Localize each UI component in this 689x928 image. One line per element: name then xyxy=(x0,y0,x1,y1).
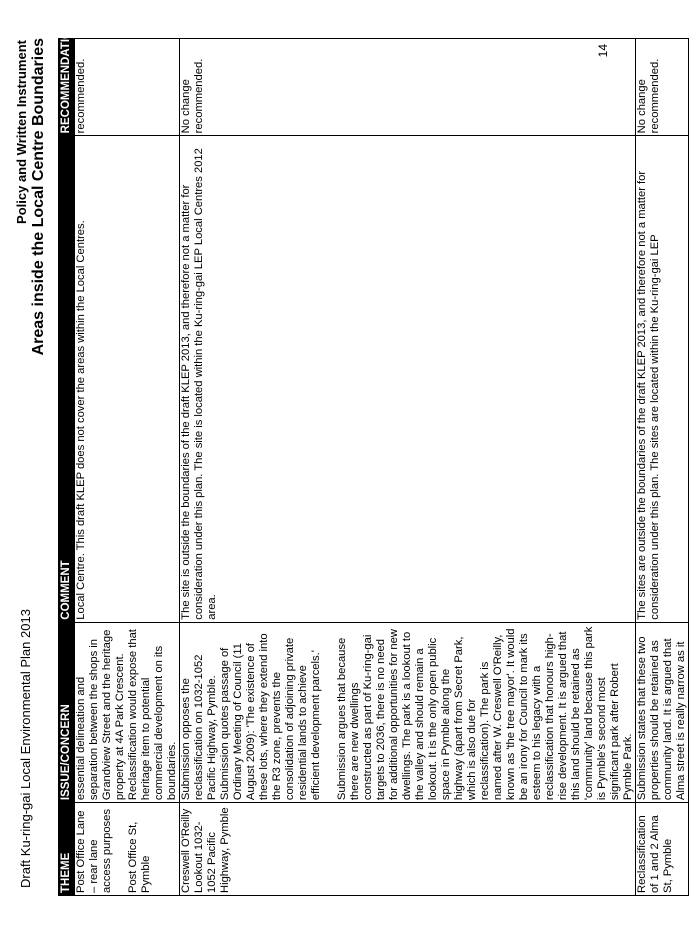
table-row xyxy=(180,39,636,896)
issue-cell xyxy=(75,622,180,802)
table-row xyxy=(636,39,689,896)
recommendation-cell xyxy=(636,39,689,136)
theme-cell xyxy=(636,803,689,896)
page-number: 14 xyxy=(596,44,610,58)
table-row xyxy=(75,39,180,896)
recommendation-text: No change recommended. xyxy=(180,58,205,134)
document-title: Draft Ku-ring-gai Local Environmental Plan 2013 xyxy=(18,609,33,888)
theme-text: Post Office St, Pymble xyxy=(127,821,152,893)
submissions-table xyxy=(58,21,689,896)
recommendation-cell xyxy=(180,39,636,136)
comment-text: The site is outside the boundaries of the draft KLEP 2013, and therefore not a matter for consideration under this plan. The site is located within the Ku-ring-gai LEP Local Centres 2012 area. xyxy=(180,148,218,620)
recommendation-cell xyxy=(75,39,180,136)
column-header-comment: COMMENT xyxy=(59,136,75,622)
theme-text: Reclassification of 1 and 2 Alma St, Pymble xyxy=(636,815,674,893)
theme-cell xyxy=(75,803,180,896)
section-title: Areas inside the Local Centre Boundaries xyxy=(30,38,47,356)
recommendation-text: recommended. xyxy=(75,58,87,134)
comment-cell xyxy=(75,136,180,622)
recommendation-text: No change recommended. xyxy=(636,58,661,134)
column-header-recommendation: RECOMMENDATION xyxy=(59,39,75,136)
issue-cell xyxy=(636,622,689,802)
theme-cell xyxy=(180,803,636,896)
comment-cell xyxy=(636,136,689,622)
issue-text: Submission argues that because there are new dwellings constructed as part of Ku-ring-gai targets to 2036, there is no need for additional opportunities for new dwellings. The park is a lookout to the valley and should remain a lookout. It is the only open public space in Pymble along the highway (apart from Secret Park, which is also due for reclassification). The park is named after W. Creswell O'Reilly, known as 'the tree mayor'. It would be an irony for Council to mark its esteem to his legacy with a reclassification that honours high-rise development. It is argued that this land should be retained as 'community' land because this park is Pymble's second most significant park after Robert Pymble Park. xyxy=(336,626,634,801)
comment-text: Local Centre. This draft KLEP does not cover the areas within the Local Centres. xyxy=(75,220,87,620)
theme-text: Creswell O'Reilly Lookout 1032-1052 Pacific Highway, Pymble xyxy=(180,807,231,893)
column-header-issue: ISSUE/CONCERN xyxy=(59,622,75,802)
issue-cell xyxy=(180,622,636,802)
issue-text: Submission states that these two properties should be retained as community land. It is argued that Alma street is really narrow as it xyxy=(636,636,687,801)
table-header-row xyxy=(59,39,75,896)
comment-cell xyxy=(180,136,636,622)
comment-text: The sites are outside the boundaries of the draft KLEP 2013, and therefore not a matter for consideration under this plan. The sites are located within the Ku-ring-gai LEP xyxy=(636,170,661,620)
issue-text: Submission opposes the reclassification on 1032-1052 Pacific Highway, Pymble. Submission quotes passage of Ordinary Meeting of Council (11 August 2009): 'The existence of these lots, where they extend into the R3 zone, prevents the consolidation of adjoining private residential lands to achieve efficient development parcels.' xyxy=(180,633,322,801)
issue-text: essential delineation and separation between the shops in Grandview Street and the heritage property at 4A Park Crescent. Reclassification would expose that heritage item to potential commercial development on its boundaries. xyxy=(75,629,178,801)
instrument-heading: Policy and Written Instrument xyxy=(14,40,29,224)
theme-text: Post Office Lane – rear lane access purposes xyxy=(75,809,113,893)
column-header-theme: THEME xyxy=(59,803,75,896)
